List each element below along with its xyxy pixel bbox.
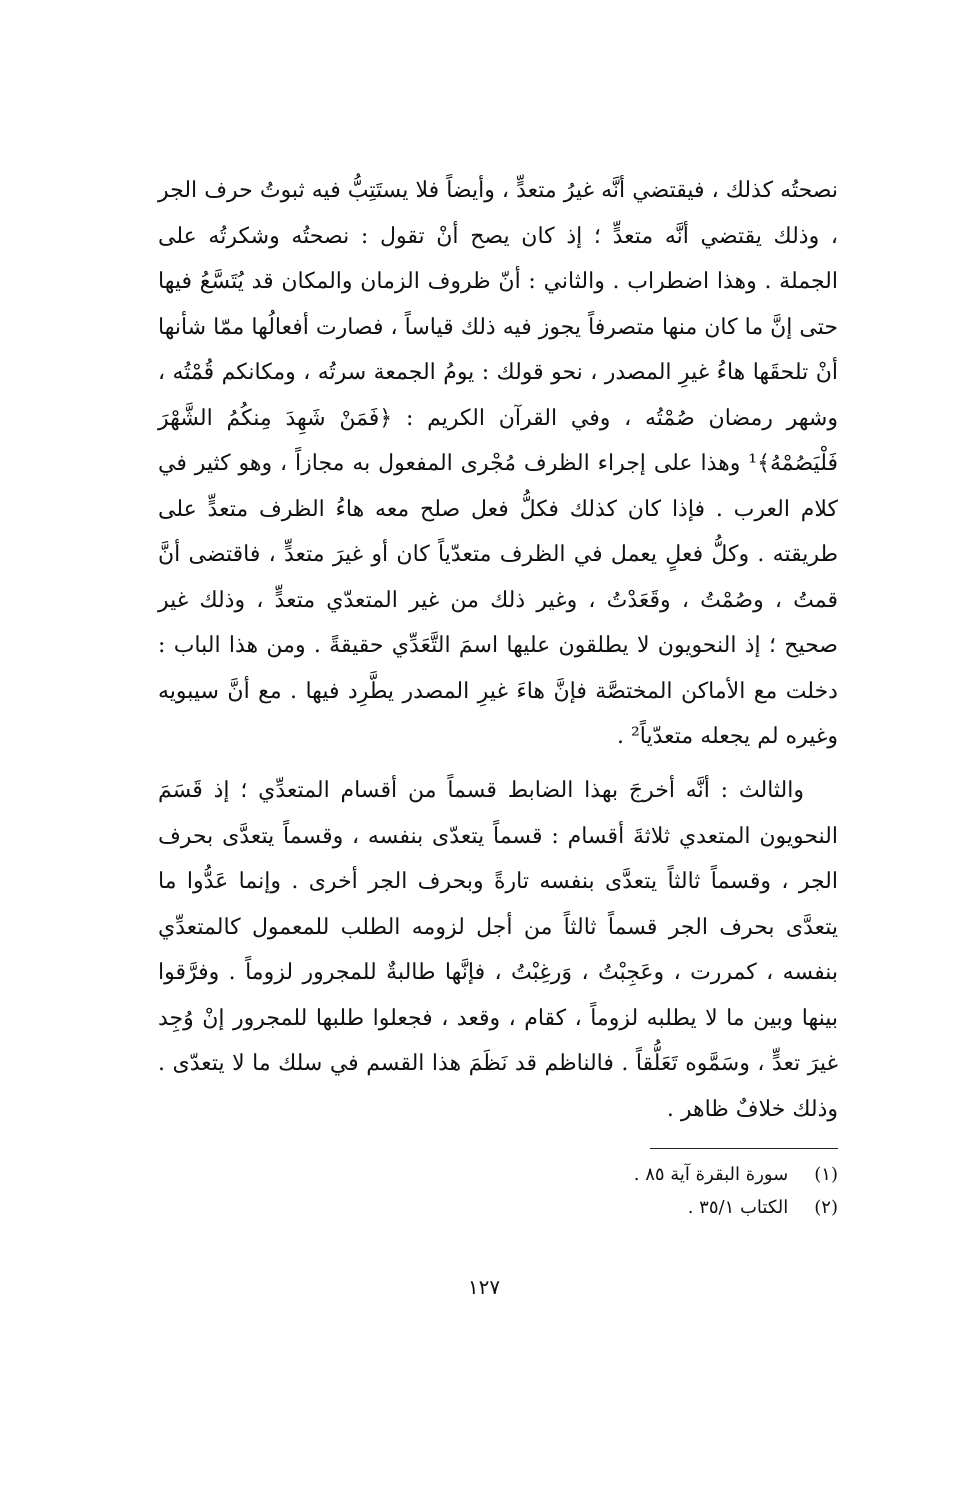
text-line: فَلْيَصُمْهُ﴾¹ وهذا على إجراء الظرف مُجْرى المفعول به مجازاً ، وهو كثير في (158, 451, 838, 476)
text-line: طريقته . وكلُّ فعلٍ يعمل في الظرف متعدّياً كان أو غيرَ متعدٍّ ، فاقتضى أنَّ قمتُ ، (158, 542, 838, 613)
footnote-2 (400, 1191, 838, 1224)
paragraph-2 (158, 768, 838, 1132)
text-line: وشهر رمضان صُمْتُه ، وفي القرآن الكريم : ﴿فَمَنْ شَهِدَ مِنكُمُ الشَّهْرَ (158, 405, 838, 431)
footnote-1 (400, 1158, 838, 1191)
text-line: كلام العرب . فإذا كان كذلك فكلُّ فعل صلح معه هاءُ الظرف متعدٍّ على (158, 496, 838, 522)
text-line: تلحقَها هاءُ غيرِ المصدر ، نحو قولك : يومُ الجمعة سرتُه ، ومكانكم قُمْتُه ، (158, 360, 809, 385)
page-number: ١٢٧ (467, 1275, 501, 1299)
text-line: خلافٌ ظاهر . (666, 1096, 786, 1122)
text-line: كمررت ، وعَجِبْتُ ، وَرغِبْتُ ، فإنَّها طالبةٌ للمجرور لزوماً . وفرَّقوا بينها (158, 960, 838, 1031)
footnotes (400, 1158, 838, 1224)
text-line: إذ النحويون لا يطلقون عليها اسمَ التَّعَدِّي حقيقةً . ومن هذا الباب : دخلت (158, 633, 838, 704)
text-line: يجعله متعدّياً² . (616, 724, 751, 749)
footnote-number: (٢) (814, 1197, 838, 1218)
footnote-divider (650, 1148, 838, 1149)
text-line: حتى إنَّ ما كان منها متصرفاً يجوز فيه ذلك قياساً ، فصارت أفعالُها ممّا شأنها أنْ (158, 314, 838, 385)
text-line: مع الأماكن المختصَّة فإنَّ هاءَ غيرِ المصدر يطَّرِد فيها . مع أنَّ سيبويه وغيره لم (158, 678, 838, 749)
text-line: والثالث : أنَّه أخرجَ بهذا الضابط قسماً من أقسام المتعدِّي ؛ إذ قَسَمَ (158, 778, 804, 803)
text-line: نصحتُه كذلك ، فيقتضي أنَّه غيرُ متعدٍّ ، وأيضاً فلا يستَتِبُّ فيه ثبوتُ حرف (204, 178, 838, 203)
text-line: وصُمْتُ ، وقَعَدْتُ ، وغير ذلك من غير المتعدّي متعدٍّ ، وذلك غير صحيح ؛ (158, 587, 838, 658)
footnote-text: الكتاب ٣٥/١ . (687, 1197, 789, 1218)
text-line: يتعدَّى بحرف الجر قسماً ثالثاً من أجل لزومه الطلب للمعمول كالمتعدِّي بنفسه ، (158, 914, 838, 985)
text-line: الجر ، وذلك يقتضي أنَّه متعدٍّ ؛ إذ كان يصح أنْ تقول : نصحتُه وشكرتُه على (158, 178, 838, 249)
text-line: تعدٍّ ، وسَمَّوه تَعَلُّقاً . فالناظم قد نَظَمَ هذا القسم في سلك ما لا يتعدّى . وذلك (158, 1051, 838, 1122)
footnote-text: سورة البقرة آية ٨٥ . (633, 1164, 789, 1185)
footnote-number: (١) (814, 1164, 838, 1185)
text-line: وبين ما لا يطلبه لزوماً ، كقام ، وقعد ، فجعلوا طلبها للمجرور إنْ وُجِد غيرَ (158, 1005, 838, 1076)
text-line: الجر ، وقسماً ثالثاً يتعدَّى بنفسه تارةً وبحرف الجر أخرى . وإنما عَدُّوا ما (158, 869, 838, 894)
paragraph-1 (158, 168, 838, 760)
text-line: النحويون المتعدي ثلاثةَ أقسام : قسماً يتعدّى بنفسه ، وقسماً يتعدَّى بحرف (158, 823, 838, 849)
text-line: الجملة . وهذا اضطراب . والثاني : أنّ ظروف الزمان والمكان قد يُتَسَّعُ فيها (158, 269, 838, 294)
